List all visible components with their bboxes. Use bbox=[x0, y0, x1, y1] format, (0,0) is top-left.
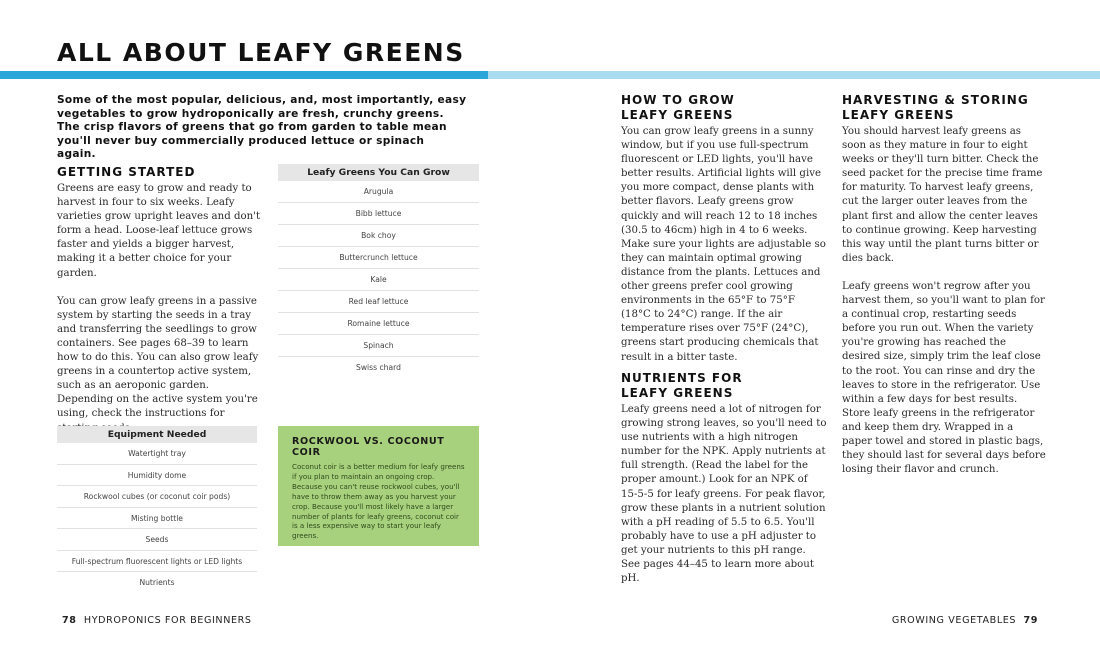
list-item: Bok choy bbox=[278, 225, 479, 247]
how-to-grow-heading-line-1: HOW TO GROW bbox=[621, 93, 735, 107]
list-item: Swiss chard bbox=[356, 363, 401, 372]
footer-right bbox=[892, 615, 1038, 626]
list-item: Nutrients bbox=[139, 578, 175, 587]
page-title: ALL ABOUT LEAFY GREENS bbox=[57, 38, 465, 67]
list-item: Kale bbox=[278, 269, 479, 291]
page-number-left: 78 bbox=[62, 615, 77, 626]
list-item: Humidity dome bbox=[57, 465, 257, 487]
harvesting-heading bbox=[842, 93, 1029, 123]
title-rule-light bbox=[488, 71, 1100, 79]
harvesting-paragraph-1: You should harvest leafy greens as soon as they mature in four to eight weeks or they'll turn bitter. Check the seed packet for the precise time frame for maturity. To harvest leafy greens, cut the larger outer leaves from the plant first and allow the center leaves to continue growing. Keep harvesting this way until the plant turns bitter or dies back. bbox=[842, 126, 1043, 264]
getting-started-heading: GETTING STARTED bbox=[57, 165, 196, 179]
book-title: HYDROPONICS FOR BEGINNERS bbox=[83, 615, 252, 626]
greens-list bbox=[278, 164, 479, 379]
list-item: Seeds bbox=[57, 529, 257, 551]
getting-started-paragraph-1: Greens are easy to grow and ready to harvest in four to six weeks. Leafy varieties grow upright leaves and don't form a head. Loose-leaf lettuce grows faster and yields a bigger harvest, making it a better choice for your garden. bbox=[57, 183, 261, 279]
how-to-grow-heading-line-2: LEAFY GREENS bbox=[621, 108, 734, 122]
list-item: Bibb lettuce bbox=[278, 203, 479, 225]
coir-box-heading: ROCKWOOL VS. COCONUT COIR bbox=[292, 436, 445, 458]
equipment-list-heading: Equipment Needed bbox=[57, 426, 257, 443]
list-item: Misting bottle bbox=[57, 508, 257, 530]
nutrients-heading-line-1: NUTRIENTS FOR bbox=[621, 371, 743, 385]
list-item: Watertight tray bbox=[57, 443, 257, 465]
rockwool-vs-coir-box bbox=[278, 426, 479, 546]
harvesting-paragraph-2: Leafy greens won't regrow after you harvest them, so you'll want to plan for a continual crop, restarting seeds before you run out. When the variety you're growing has reached the desired size, simply trim the leaf close to the root. You can rinse and dry the leaves to store in the refrigerator. Use within a few days for best results. Store leafy greens in the refrigerator and keep them dry. Wrapped in a paper towel and stored in plastic bags, they should last for several days before losing their flavor and crunch. bbox=[842, 280, 1046, 476]
harvesting-heading-line-2: LEAFY GREENS bbox=[842, 108, 955, 122]
nutrients-heading-line-2: LEAFY GREENS bbox=[621, 386, 734, 400]
list-item: Spinach bbox=[278, 335, 479, 357]
intro-paragraph: Some of the most popular, delicious, and, most importantly, easy vegetables to grow hydroponically are fresh, crunchy greens. The crisp flavors of greens that go from garden to table mean you'll never buy commercially produced lettuce or spinach again. bbox=[57, 94, 467, 161]
how-to-grow-body: You can grow leafy greens in a sunny window, but if you use full-spectrum fluorescent or LED lights, you'll have better results. Artificial lights will give you more compact, dense plants with better flavors. Leafy greens grow quickly and will reach 12 to 18 inches (30.5 to 46cm) high in 4 to 6 weeks. Make sure your lights are adjustable so they can maintain optimal growing distance from the plants. Lettuces and other greens prefer cool growing environments in the 65°F to 75°F (18°C to 24°C) range. If the air temperature rises over 75°F (24°C), greens start producing chemicals that result in a bitter taste. bbox=[621, 126, 826, 363]
coir-box-body: Coconut coir is a better medium for leafy greens if you plan to maintain an ongoing crop. Because you can't reuse rockwool cubes, you'll have to throw them away as you harvest your crop. Because you'll most likely have a larger number of plants for leafy greens, coconut coir is a less expensive way to start your leafy greens. bbox=[292, 462, 465, 541]
how-to-grow-heading bbox=[621, 93, 735, 123]
harvesting-heading-line-1: HARVESTING & STORING bbox=[842, 93, 1029, 107]
chapter-title: GROWING VEGETABLES bbox=[891, 615, 1017, 626]
list-item: Rockwool cubes (or coconut coir pods) bbox=[57, 486, 257, 508]
list-item: Arugula bbox=[278, 181, 479, 203]
list-item: Red leaf lettuce bbox=[278, 291, 479, 313]
getting-started-paragraph-2: You can grow leafy greens in a passive system by starting the seeds in a tray and transferring the seedlings to grow containers. See pages 68–39 to learn how to do this. You can also grow leafy greens in a countertop active system, such as an aeroponic garden. Depending on the active system you're using, check the instructions for bbox=[57, 295, 259, 420]
footer-left bbox=[62, 615, 252, 626]
getting-started-body bbox=[57, 182, 262, 436]
nutrients-body: Leafy greens need a lot of nitrogen for growing strong leaves, so you'll need to use nutrients with a high nitrogen number for the NPK. Apply nutrients at full strength. (Read the label for the proper amount.) Look for an NPK of 15-5-5 for leafy greens. For peak flavor, grow these plants in a nutrient solution with a pH reading of 5.5 to 6.5. You'll probably have to use a pH adjuster to get your nutrients to this pH range. See pages 44–45 to learn more about pH. bbox=[621, 404, 827, 585]
harvesting-body bbox=[842, 125, 1046, 477]
title-rule-dark bbox=[0, 71, 493, 79]
list-item: Romaine lettuce bbox=[278, 313, 479, 335]
list-item: Full-spectrum fluorescent lights or LED lights bbox=[57, 551, 257, 573]
list-item: Buttercrunch lettuce bbox=[278, 247, 479, 269]
greens-list-heading: Leafy Greens You Can Grow bbox=[278, 164, 479, 181]
nutrients-heading bbox=[621, 371, 743, 401]
equipment-list bbox=[57, 426, 257, 594]
page-number-right: 79 bbox=[1023, 615, 1038, 626]
